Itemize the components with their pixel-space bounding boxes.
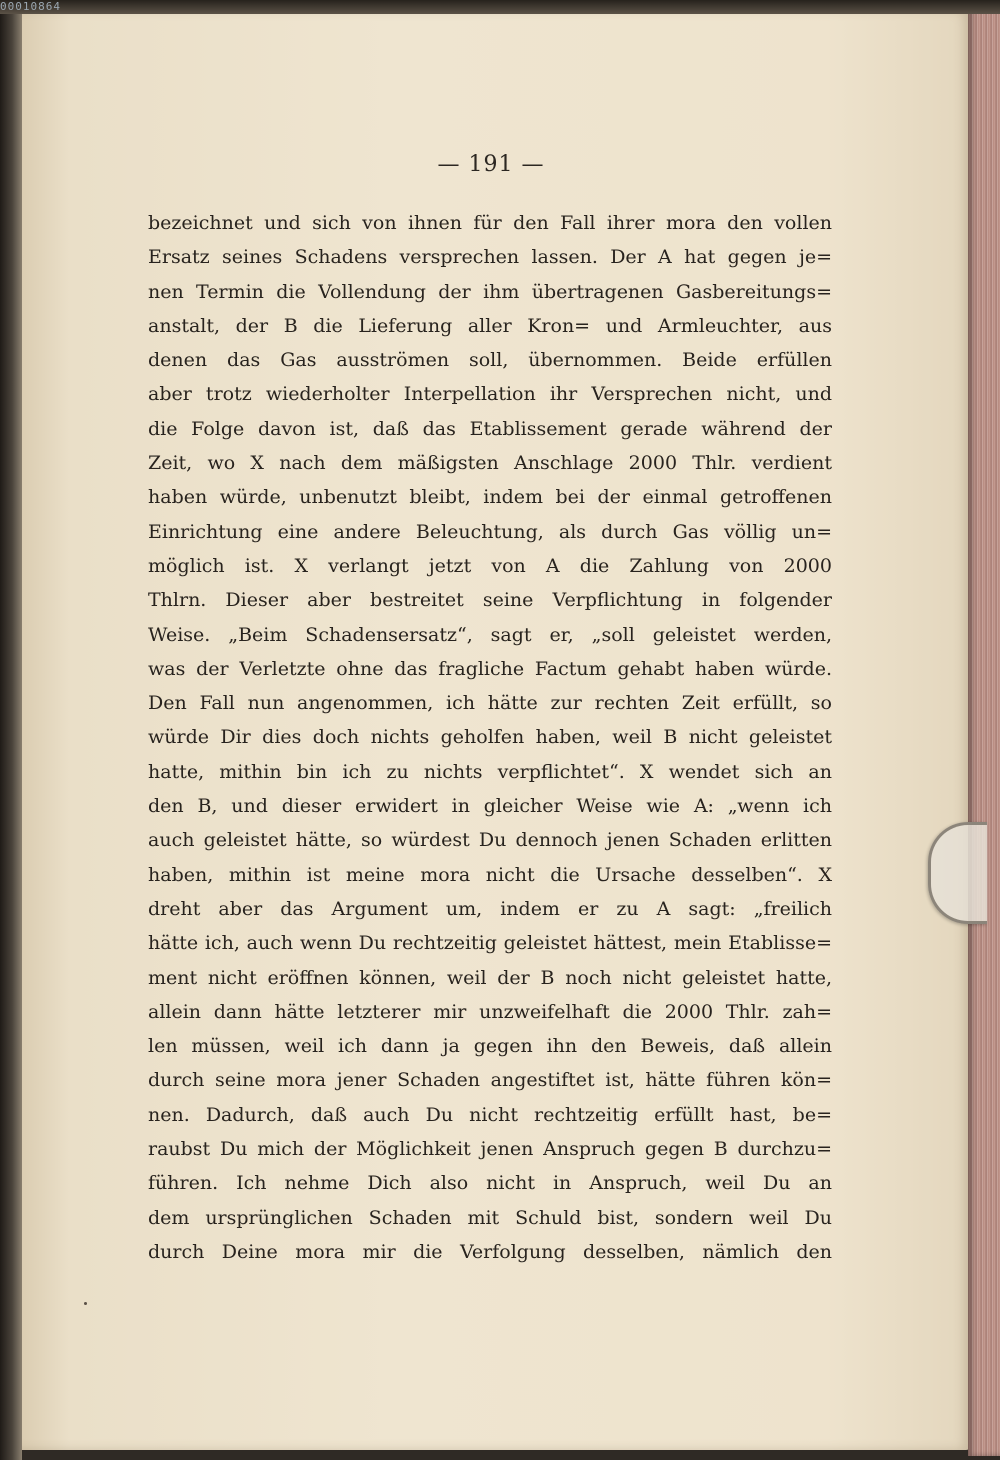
text-line: ment nicht eröffnen können, weil der B noch nicht geleistet hatte, xyxy=(148,966,832,989)
paper-page xyxy=(12,10,970,1450)
text-line: die Folge davon ist, daß das Etablissement gerade während der xyxy=(148,417,832,440)
text-line: dem ursprünglichen Schaden mit Schuld bist, sondern weil Du xyxy=(148,1206,832,1229)
text-line: Zeit, wo X nach dem mäßigsten Anschlage 2000 Thlr. verdient xyxy=(148,452,832,475)
text-line: was der Verletzte ohne das fragliche Factum gehabt haben würde. xyxy=(148,657,832,680)
text-line: haben würde, unbenutzt bleibt, indem bei der einmal getroffenen xyxy=(148,486,832,509)
text-line: raubst Du mich der Möglichkeit jenen Anspruch gegen B durchzu= xyxy=(148,1138,832,1161)
text-line: dreht aber das Argument um, indem er zu A sagt: „freilich xyxy=(148,897,832,920)
page-clip xyxy=(928,822,987,924)
text-line: nen Termin die Vollendung der ihm übertragenen Gasbereitungs= xyxy=(148,280,832,303)
text-line: führen. Ich nehme Dich also nicht in Anspruch, weil Du an xyxy=(148,1172,832,1195)
top-shadow xyxy=(0,0,1000,14)
text-line: hatte, mithin bin ich zu nichts verpflichtet“. X wendet sich an xyxy=(148,760,832,783)
text-line: auch geleistet hätte, so würdest Du dennoch jenen Schaden erlitten xyxy=(148,829,832,852)
ink-speck xyxy=(84,1302,87,1305)
page-stack-edge xyxy=(968,6,1000,1456)
text-line: allein dann hätte letzterer mir unzweifelhaft die 2000 Thlr. zah= xyxy=(148,1000,832,1023)
text-line: Einrichtung eine andere Beleuchtung, als durch Gas völlig un= xyxy=(148,520,832,543)
text-line: anstalt, der B die Lieferung aller Kron= und Armleuchter, aus xyxy=(148,314,832,337)
archive-id: 00010864 xyxy=(0,0,61,13)
page-number: — 191 — xyxy=(437,152,545,177)
text-line: bezeichnet und sich von ihnen für den Fall ihrer mora den vollen xyxy=(148,212,832,234)
spine-shadow xyxy=(0,0,22,1460)
text-line: aber trotz wiederholter Interpellation ihr Versprechen nicht, und xyxy=(148,383,832,406)
text-line: Thlrn. Dieser aber bestreitet seine Verpflichtung in folgender xyxy=(148,589,832,612)
body-text xyxy=(148,206,832,1269)
text-line: durch seine mora jener Schaden angestiftet ist, hätte führen kön= xyxy=(148,1069,832,1092)
text-line: hätte ich, auch wenn Du rechtzeitig geleistet hättest, mein Etablisse= xyxy=(148,932,832,955)
text-line: denen das Gas ausströmen soll, übernommen. Beide erfüllen xyxy=(148,349,832,372)
text-line: durch Deine mora mir die Verfolgung desselben, nämlich den xyxy=(148,1240,832,1263)
text-line: Ersatz seines Schadens versprechen lassen. Der A hat gegen je= xyxy=(148,246,832,269)
text-line: Den Fall nun angenommen, ich hätte zur rechten Zeit erfüllt, so xyxy=(148,692,832,715)
text-line: möglich ist. X verlangt jetzt von A die Zahlung von 2000 xyxy=(148,554,832,577)
text-line: würde Dir dies doch nichts geholfen haben, weil B nicht geleistet xyxy=(148,726,832,749)
text-line: haben, mithin ist meine mora nicht die Ursache desselben“. X xyxy=(148,863,832,886)
text-line: len müssen, weil ich dann ja gegen ihn den Beweis, daß allein xyxy=(148,1035,832,1058)
text-line: den B, und dieser erwidert in gleicher Weise wie A: „wenn ich xyxy=(148,795,832,818)
text-line: nen. Dadurch, daß auch Du nicht rechtzeitig erfüllt hast, be= xyxy=(148,1103,832,1126)
text-line: Weise. „Beim Schadensersatz“, sagt er, „soll geleistet werden, xyxy=(148,623,832,646)
